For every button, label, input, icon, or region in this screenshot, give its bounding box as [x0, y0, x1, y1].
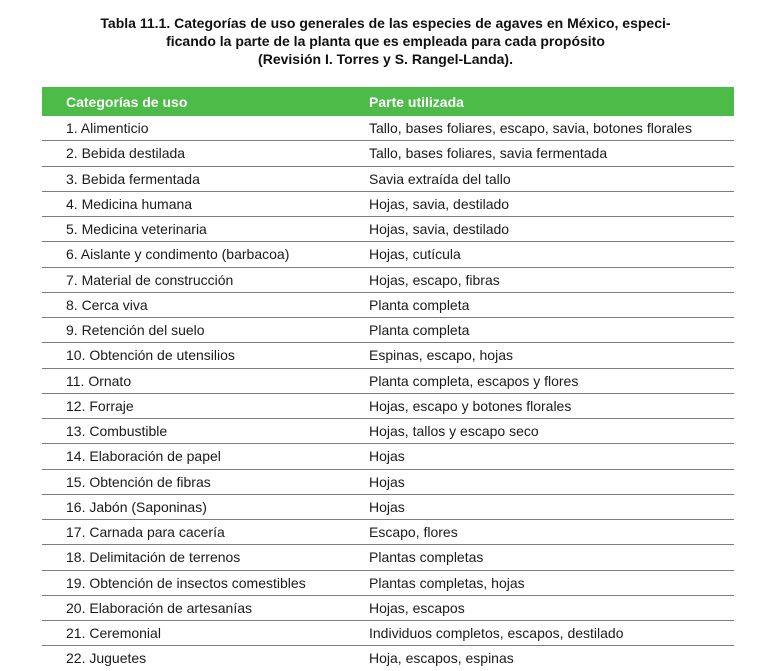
table-caption [0, 14, 771, 68]
part-used-cell: Plantas completas [349, 545, 734, 570]
table-body [42, 116, 734, 671]
part-used-cell: Planta completa [349, 292, 734, 317]
category-cell: 7. Material de construcción [42, 267, 349, 292]
category-cell: 13. Combustible [42, 419, 349, 444]
table-row [42, 267, 734, 292]
part-used-cell: Hoja, escapos, espinas [369, 650, 514, 667]
category-cell: 17. Carnada para cacería [42, 520, 349, 545]
agave-uses-table [42, 87, 734, 671]
category-cell: 4. Medicina humana [42, 191, 349, 216]
table-row [42, 494, 734, 519]
table-row [42, 595, 734, 620]
table-row [42, 393, 734, 418]
table-row [42, 545, 734, 570]
table-row [42, 621, 734, 646]
part-used-cell: Plantas completas, hojas [349, 570, 734, 595]
part-used-cell: Tallo, bases foliares, savia fermentada [349, 141, 734, 166]
table-row [42, 520, 734, 545]
column-header-category: Categorías de uso [42, 87, 349, 116]
table-row [42, 318, 734, 343]
table-row [42, 646, 734, 671]
category-cell: 15. Obtención de fibras [42, 469, 349, 494]
table-row [42, 570, 734, 595]
category-cell: 14. Elaboración de papel [42, 444, 349, 469]
part-used-cell: Hojas [349, 444, 734, 469]
category-cell: 3. Bebida fermentada [42, 166, 349, 191]
caption-line: (Revisión I. Torres y S. Rangel-Landa). [258, 51, 513, 67]
category-cell: 1. Alimenticio [42, 116, 349, 141]
category-cell: 10. Obtención de utensilios [42, 343, 349, 368]
category-cell: 21. Ceremonial [42, 621, 349, 646]
category-cell: 9. Retención del suelo [42, 318, 349, 343]
category-cell: 6. Aislante y condimento (barbacoa) [42, 242, 349, 267]
table-row [42, 292, 734, 317]
part-used-cell: Hojas [349, 469, 734, 494]
part-used-cell: Hojas [349, 494, 734, 519]
table-row [42, 217, 734, 242]
part-used-cell: Individuos completos, escapos, destilado [349, 621, 734, 646]
part-used-cell: Hojas, savia, destilado [349, 217, 734, 242]
category-cell: 11. Ornato [42, 368, 349, 393]
part-used-cell: Escapo, flores [349, 520, 734, 545]
part-used-cell: Hojas, escapo, fibras [349, 267, 734, 292]
category-cell: 12. Forraje [42, 393, 349, 418]
table-row [42, 116, 734, 141]
part-used-cell: Tallo, bases foliares, escapo, savia, botones florales [349, 116, 734, 141]
table-header [42, 87, 734, 116]
part-used-cell: Hojas, tallos y escapo seco [349, 419, 734, 444]
caption-line: Tabla 11.1. Categorías de uso generales de las especies de agaves en México, especi- [100, 15, 671, 31]
table-row [42, 242, 734, 267]
part-used-cell: Planta completa [349, 318, 734, 343]
category-cell: 19. Obtención de insectos comestibles [42, 570, 349, 595]
header-row [42, 87, 734, 116]
category-cell: 8. Cerca viva [42, 292, 349, 317]
table-row [42, 191, 734, 216]
table-row [42, 444, 734, 469]
part-used-cell: Planta completa, escapos y flores [349, 368, 734, 393]
table-row [42, 141, 734, 166]
table-row [42, 166, 734, 191]
table-row [42, 343, 734, 368]
part-used-cell: Hojas, escapos [349, 595, 734, 620]
part-used-cell: Hojas, escapo y botones florales [349, 393, 734, 418]
table-row [42, 419, 734, 444]
category-cell: 18. Delimitación de terrenos [42, 545, 349, 570]
part-used-cell: Savia extraída del tallo [349, 166, 734, 191]
table-row [42, 368, 734, 393]
part-used-cell: Hojas, cutícula [349, 242, 734, 267]
part-used-cell: Hojas, savia, destilado [349, 191, 734, 216]
category-cell: 5. Medicina veterinaria [42, 217, 349, 242]
caption-line: ficando la parte de la planta que es empleada para cada propósito [166, 33, 605, 49]
category-cell: 20. Elaboración de artesanías [42, 595, 349, 620]
category-cell: 2. Bebida destilada [42, 141, 349, 166]
column-header-part: Parte utilizada [349, 87, 734, 116]
category-cell: 22. Juguetes [66, 650, 147, 667]
category-cell: 16. Jabón (Saponinas) [42, 494, 349, 519]
table-row [42, 469, 734, 494]
part-used-cell: Espinas, escapo, hojas [349, 343, 734, 368]
